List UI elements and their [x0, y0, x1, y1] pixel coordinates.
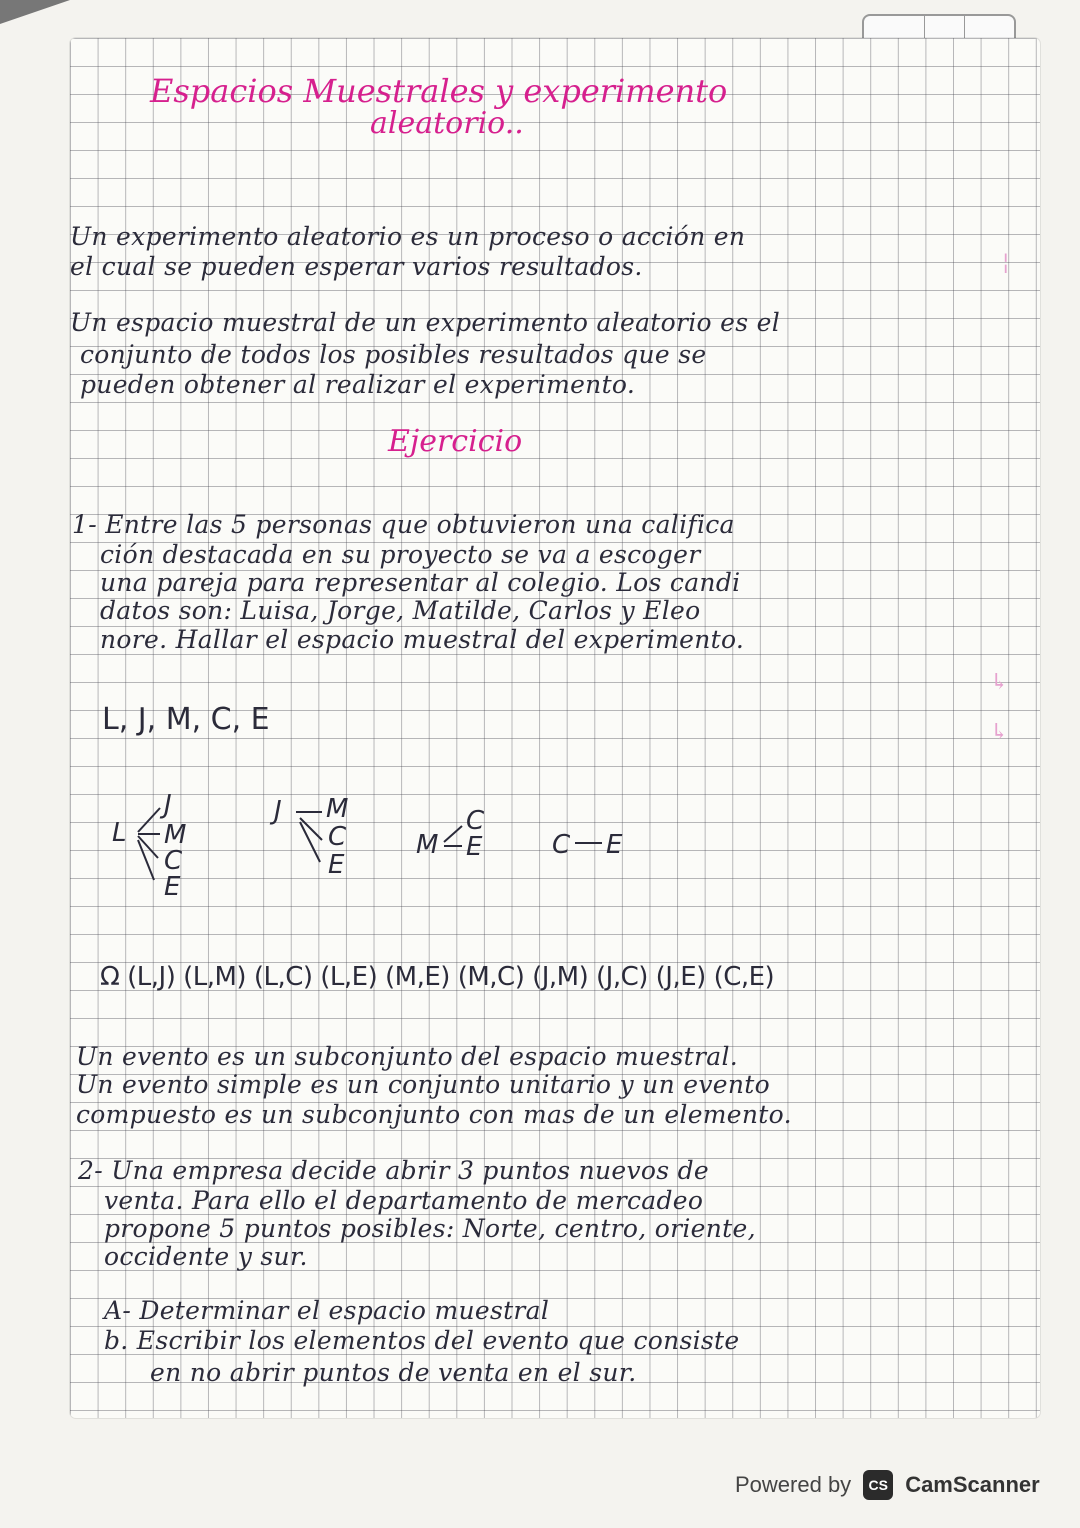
tree-m-child-c: C	[466, 806, 485, 836]
camscanner-brand: CamScanner	[905, 1472, 1040, 1497]
exercise-1-line-1: 1- Entre las 5 personas que obtuvieron una califica	[72, 510, 735, 539]
definition-sample-space-line-3: pueden obtener al realizar el experimento.	[80, 370, 636, 399]
exercise-1-line-4: datos son: Luisa, Jorge, Matilde, Carlos y Eleo	[100, 596, 701, 625]
title-line-1: Espacios Muestrales y experimento	[150, 72, 728, 110]
event-definition-line-2: Un evento simple es un conjunto unitario y un evento	[76, 1070, 770, 1099]
exercise-1-line-3: una pareja para representar al colegio. Los candi	[100, 568, 741, 597]
exercise-2-part-b-line-2: en no abrir puntos de venta en el sur.	[150, 1358, 637, 1387]
exercise-2-line-4: occidente y sur.	[104, 1242, 308, 1271]
tree-root-j: J	[274, 796, 282, 826]
candidate-letters: L, J, M, C, E	[102, 702, 270, 737]
tree-j-child-c: C	[328, 822, 347, 852]
exercise-2-line-3: propone 5 puntos posibles: Norte, centro, oriente,	[104, 1214, 756, 1243]
sample-space-pairs: Ω (L,J) (L,M) (L,C) (L,E) (M,E) (M,C) (J,M) (J,C) (J,E) (C,E)	[100, 962, 775, 992]
camscanner-logo-icon: CS	[863, 1470, 893, 1500]
exercise-1-line-5: nore. Hallar el espacio muestral del experimento.	[100, 625, 745, 654]
tree-l-child-m: M	[164, 820, 187, 850]
definition-sample-space-line-2: conjunto de todos los posibles resultados que se	[80, 340, 707, 369]
exercise-2-line-1: 2- Una empresa decide abrir 3 puntos nuevos de	[78, 1156, 710, 1185]
tree-l-child-e: E	[164, 872, 181, 902]
event-definition-line-3: compuesto es un subconjunto con mas de un elemento.	[76, 1100, 792, 1129]
margin-mark: ↳	[990, 670, 1009, 695]
margin-mark: ↳	[990, 720, 1009, 745]
event-definition-line-1: Un evento es un subconjunto del espacio muestral.	[76, 1042, 739, 1071]
exercise-2-part-a: A- Determinar el espacio muestral	[104, 1296, 550, 1325]
definition-experiment-line-2: el cual se pueden esperar varios resultados.	[70, 252, 643, 281]
exercise-1-line-2: ción destacada en su proyecto se va a escoger	[100, 540, 701, 569]
powered-by-text: Powered by	[735, 1472, 852, 1497]
tree-j-child-m: M	[326, 794, 349, 824]
margin-mark: ¦	[1002, 250, 1010, 275]
tree-root-c: C	[552, 830, 571, 860]
scanner-watermark	[735, 1470, 1040, 1500]
tree-j-child-e: E	[328, 850, 345, 880]
section-heading: Ejercicio	[388, 424, 523, 459]
tree-m-child-e: E	[466, 832, 483, 862]
definition-sample-space-line-1: Un espacio muestral de un experimento aleatorio es el	[70, 308, 781, 337]
exercise-2-line-2: venta. Para ello el departamento de mercadeo	[104, 1186, 704, 1215]
tree-c-child-e: E	[606, 830, 623, 860]
tree-root-l: L	[112, 818, 127, 848]
tree-l-child-c: C	[164, 846, 183, 876]
tree-l-child-j: J	[164, 790, 172, 820]
title-line-2: aleatorio..	[370, 106, 524, 141]
definition-experiment-line-1: Un experimento aleatorio es un proceso o acción en	[70, 222, 746, 251]
tree-root-m: M	[416, 830, 439, 860]
exercise-2-part-b-line-1: b. Escribir los elementos del evento que consiste	[104, 1326, 740, 1355]
